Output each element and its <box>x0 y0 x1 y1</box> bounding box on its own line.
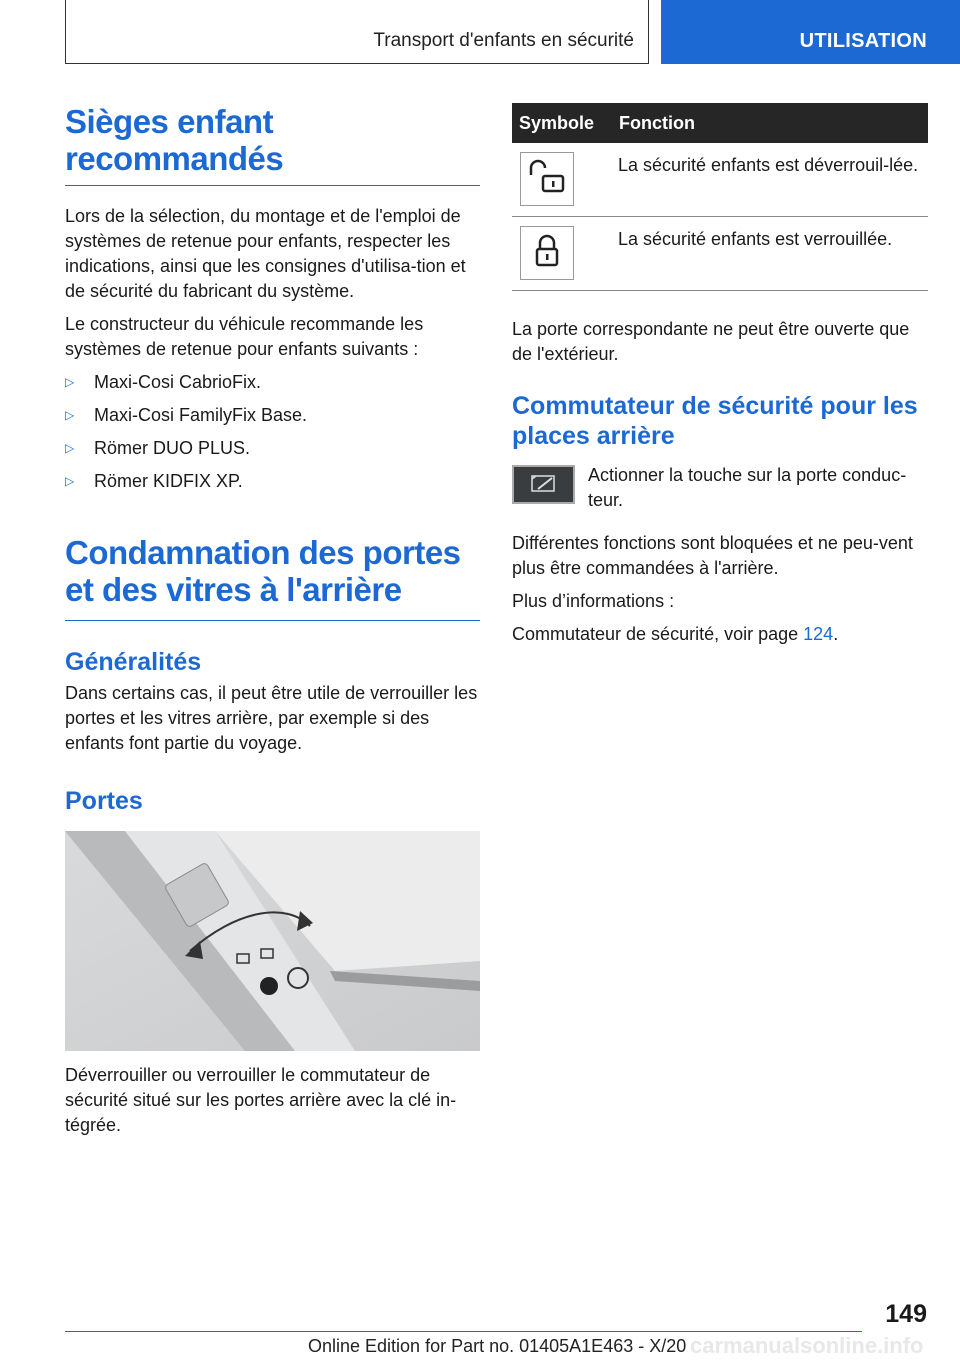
bullet-triangle-icon: ▷ <box>65 474 75 488</box>
list-item: ▷ Römer DUO PLUS. <box>65 436 480 461</box>
seat-list <box>65 370 480 494</box>
symbol-cell <box>512 217 612 291</box>
window-lock-button-icon <box>512 465 575 504</box>
function-cell: La sécurité enfants est verrouillée. <box>612 217 928 291</box>
padlock-open-icon <box>520 152 574 206</box>
paragraph: Déverrouiller ou verrouiller le commutateur de sécurité situé sur les portes arrière avec la clé in-tégrée. <box>65 1065 457 1135</box>
list-item: ▷ Maxi-Cosi CabrioFix. <box>65 370 480 395</box>
footer-rule <box>65 1331 862 1332</box>
padlock-closed-icon <box>520 226 574 280</box>
paragraph: La porte correspondante ne peut être ouverte que de l'extérieur. <box>512 319 910 364</box>
heading-lock: Condamnation des portes et des vitres à l'arrière <box>65 534 461 608</box>
bullet-triangle-icon: ▷ <box>65 375 75 389</box>
heading-rule <box>65 185 480 186</box>
paragraph: Lors de la sélection, du montage et de l'emploi de systèmes de retenue pour enfants, respecter les indications, ainsi que les consignes d'utilisa-tion et de sécurité du fabricant du système. <box>65 206 466 301</box>
function-cell: La sécurité enfants est déverrouil-lée. <box>612 143 928 217</box>
door-lock-photo <box>65 831 480 1051</box>
table-row <box>512 217 928 291</box>
table-row <box>512 143 928 217</box>
heading-general: Généralités <box>65 648 202 676</box>
edition-text: Online Edition for Part no. 01405A1E463 - X/20 <box>308 1336 687 1356</box>
paragraph: Le constructeur du véhicule recommande les systèmes de retenue pour enfants suivants : <box>65 314 424 359</box>
symbol-cell <box>512 143 612 217</box>
paragraph: Dans certains cas, il peut être utile de verrouiller les portes et les vitres arrière, par exemple si des enfants font partie du voyage. <box>65 683 478 753</box>
chapter-tab[interactable] <box>661 0 960 64</box>
heading-seats: Sièges enfant recommandés <box>65 103 284 177</box>
list-item: ▷ Maxi-Cosi FamilyFix Base. <box>65 403 480 428</box>
heading-switch: Commutateur de sécurité pour les places arrière <box>512 392 918 450</box>
left-column <box>65 103 480 1138</box>
table-header-function: Fonction <box>612 103 928 143</box>
paragraph: Plus d’informations : <box>512 591 675 611</box>
page-number: 149 <box>885 1300 927 1328</box>
section-title: Transport d'enfants en sécurité <box>373 30 634 51</box>
heading-rule <box>65 620 480 621</box>
watermark: carmanualsonline.info <box>690 1333 924 1358</box>
chapter-tab-label: UTILISATION <box>799 30 927 52</box>
switch-row <box>512 463 928 515</box>
bullet-triangle-icon: ▷ <box>65 441 75 455</box>
paragraph-reference: Commutateur de sécurité, voir page 124. <box>512 624 839 644</box>
right-column <box>512 103 928 647</box>
header-box <box>65 0 649 64</box>
list-item: ▷ Römer KIDFIX XP. <box>65 469 480 494</box>
bullet-triangle-icon: ▷ <box>65 408 75 422</box>
heading-doors: Portes <box>65 787 143 815</box>
paragraph: Différentes fonctions sont bloquées et ne peu-vent plus être commandées à l'arrière. <box>512 533 913 578</box>
symbol-table <box>512 103 928 291</box>
paragraph: Actionner la touche sur la porte conduc-teur. <box>588 465 907 510</box>
page-link[interactable]: 124 <box>803 624 834 644</box>
table-header-symbol: Symbole <box>512 103 612 143</box>
